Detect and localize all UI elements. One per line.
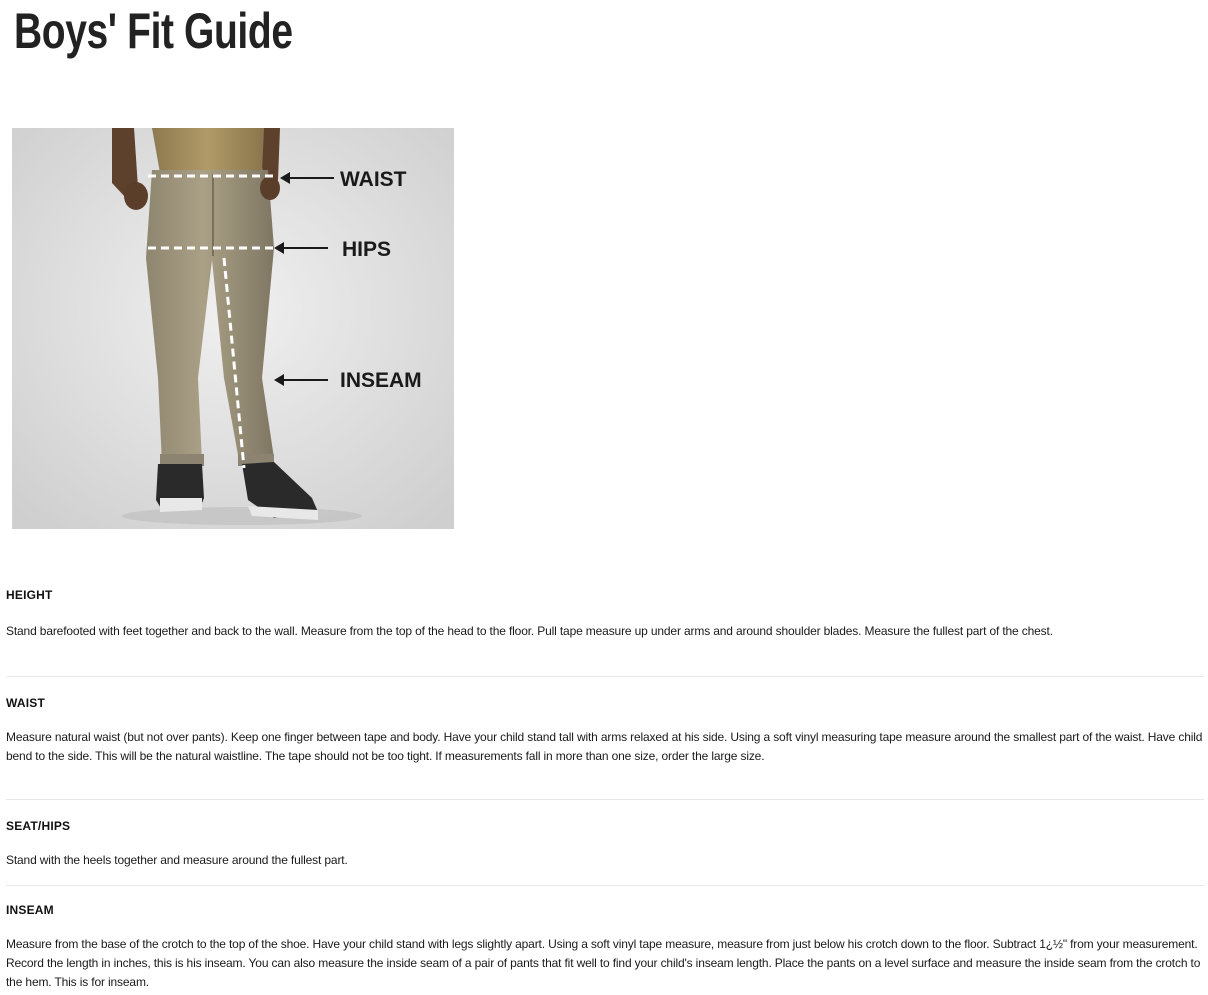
section-body: Stand with the heels together and measure around the fullest part. (6, 853, 348, 867)
section-heading: SEAT/HIPS (6, 819, 71, 833)
left-hand (124, 182, 148, 210)
right-hand (260, 176, 280, 200)
section-divider (6, 885, 1204, 886)
section-heading: HEIGHT (6, 588, 53, 602)
section-height (6, 588, 1204, 641)
hips-label: HIPS (342, 238, 392, 261)
section-heading: WAIST (6, 696, 45, 710)
page-title: Boys' Fit Guide (14, 3, 293, 59)
floor-shadow (122, 507, 362, 525)
section-seat-hips (6, 819, 1204, 870)
section-body: Measure from the base of the crotch to the top of the shoe. Have your child stand with legs slightly apart. Using a soft vinyl tape measure, measure from just below his crotch down to the floor. Subtract 1¿½" from your measurement. Record the length in inches, this is his inseam. You can also measure the inside seam of a pair of pants that fit well to find your child's inseam length. Place the pants on a level surface and measure the inside seam from the crotch to the hem. This is for inseam. (6, 937, 1201, 989)
section-inseam (6, 903, 1204, 992)
section-body: Measure natural waist (but not over pants). Keep one finger between tape and body. Have your child stand tall with arms relaxed at his side. Using a soft vinyl measuring tape measure around the smallest part of the waist. Have child bend to the side. This will be the natural waistline. The tape should not be too tight. If measurements fall in more than one size, order the large size. (6, 730, 1203, 763)
section-heading: INSEAM (6, 903, 54, 917)
left-shoe-sole (160, 498, 202, 512)
section-body: Stand barefooted with feet together and back to the wall. Measure from the top of the head to the floor. Pull tape measure up under arms and around shoulder blades. Measure the fullest part of the chest. (6, 624, 1053, 638)
inseam-label: INSEAM (340, 369, 422, 392)
waist-label: WAIST (340, 168, 407, 191)
section-waist (6, 696, 1204, 766)
fit-guide-figure (12, 128, 454, 529)
section-divider (6, 799, 1204, 800)
shirt (152, 128, 264, 173)
section-divider (6, 676, 1204, 677)
